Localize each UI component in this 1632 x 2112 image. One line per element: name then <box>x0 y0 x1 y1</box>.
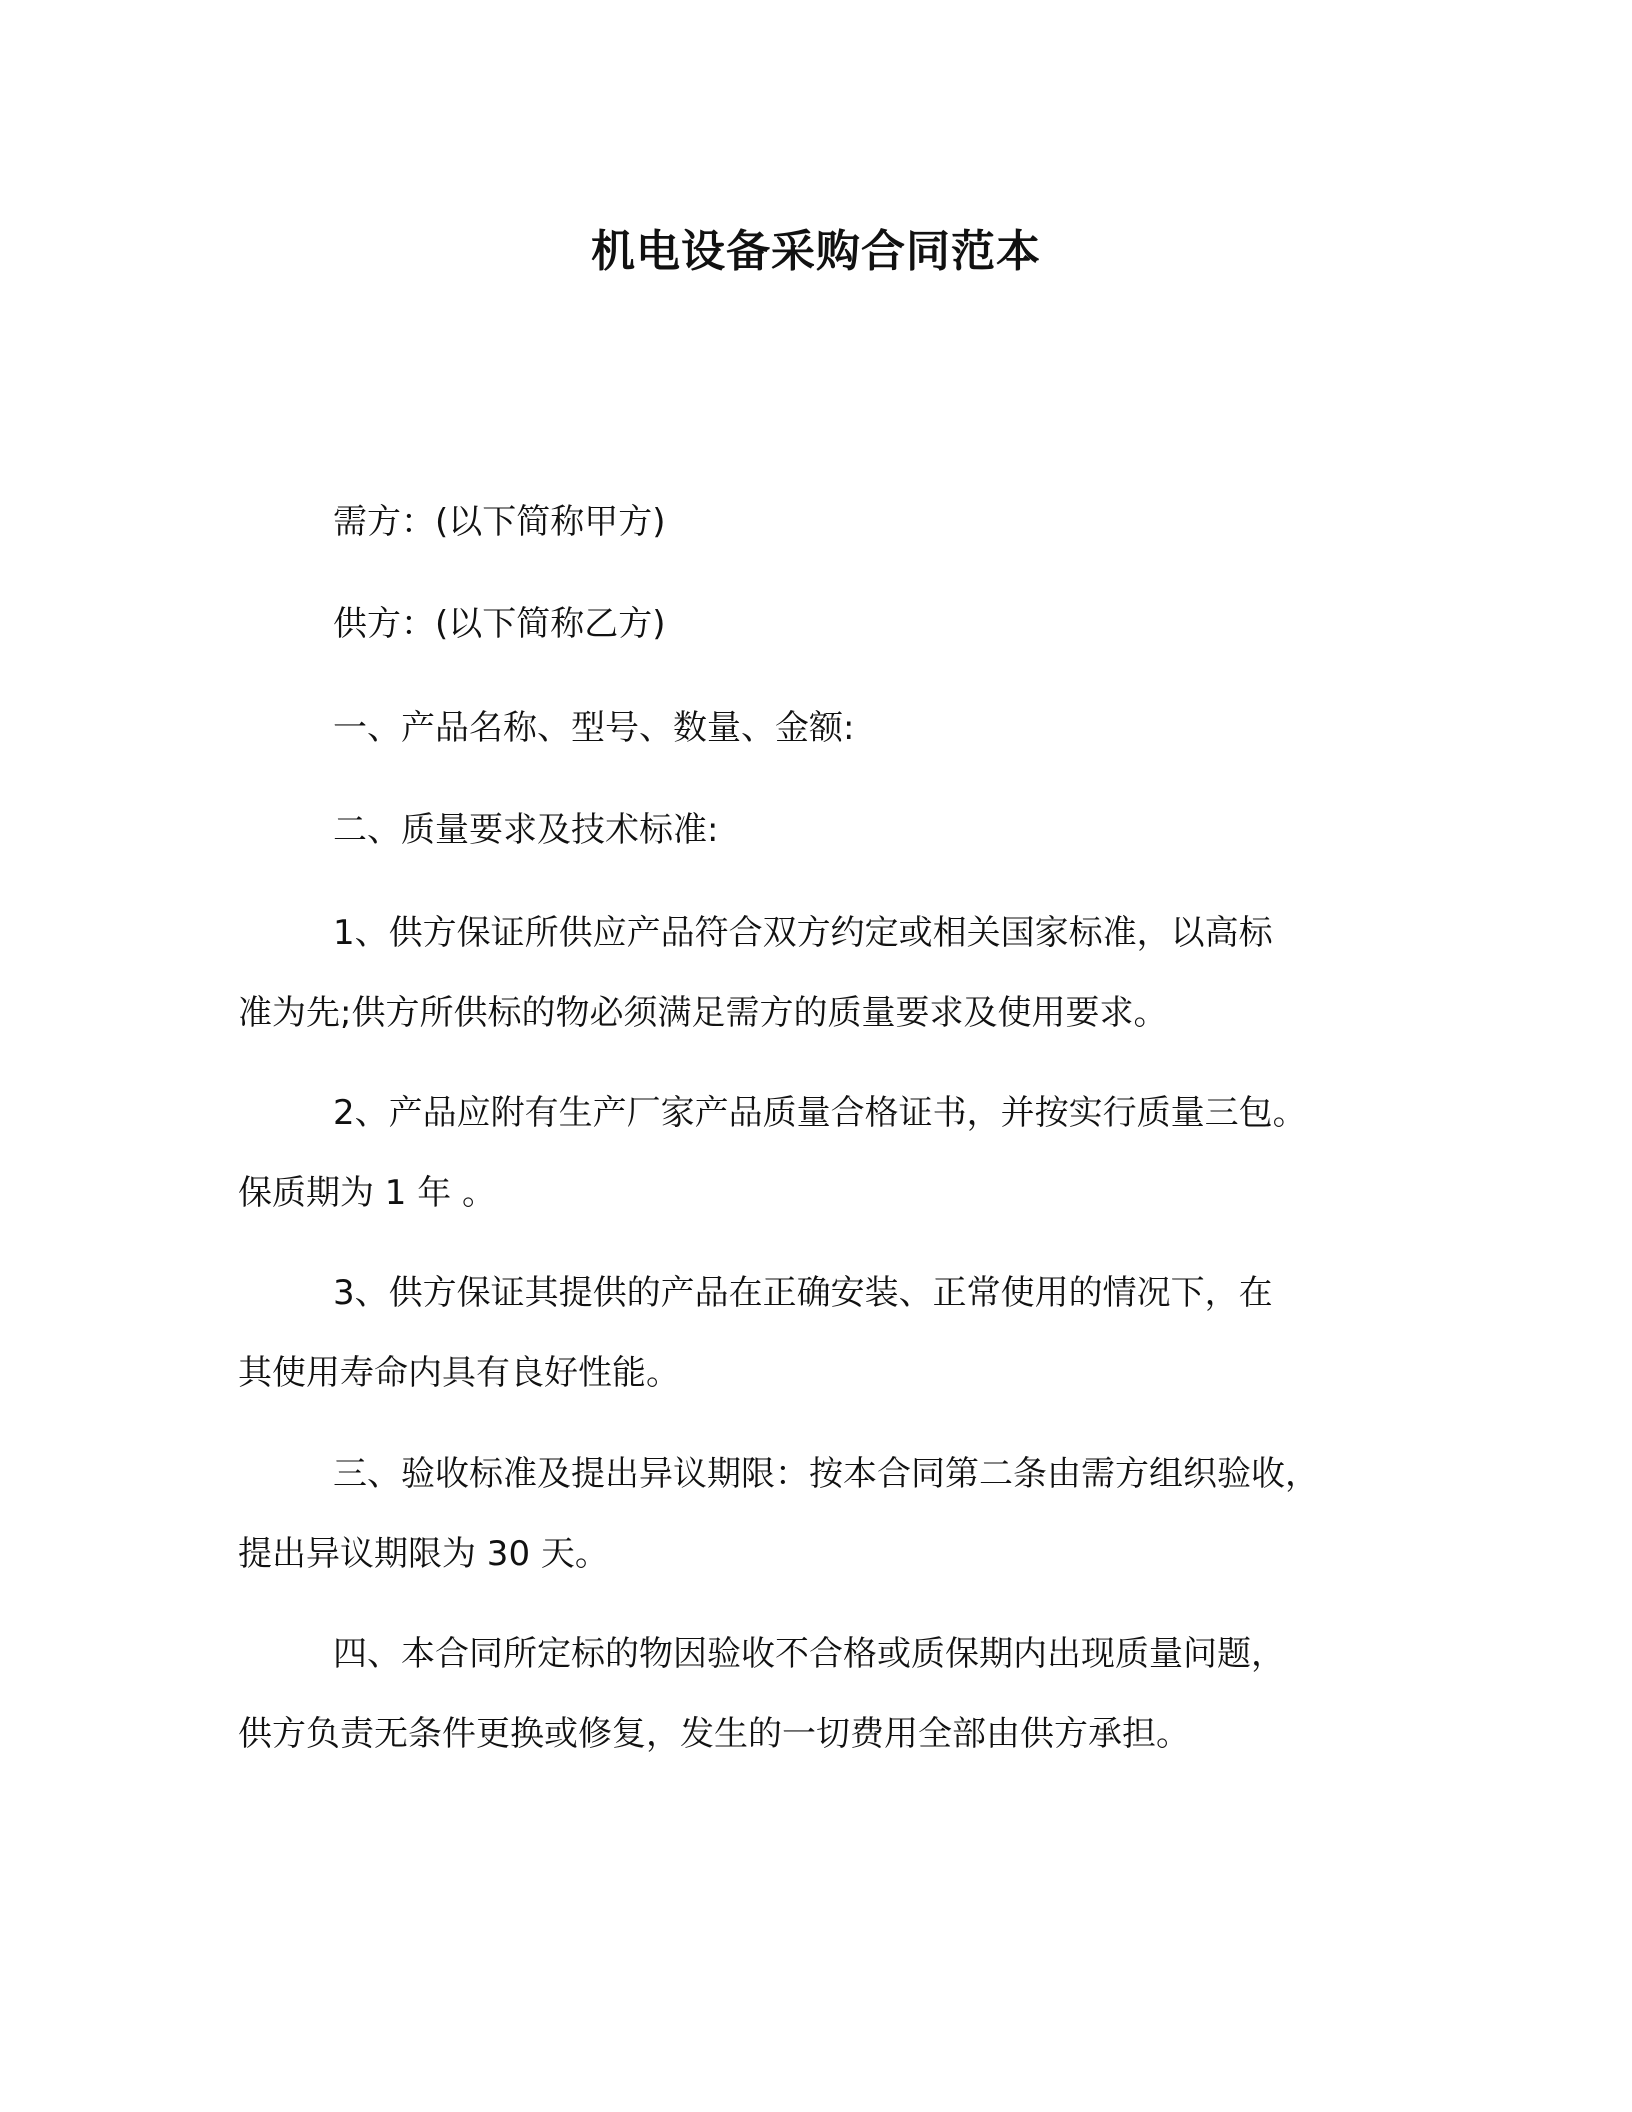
section-3-paragraph <box>238 1434 1418 1594</box>
section-3-line-2: 提出异议期限为 30 天。 <box>238 1534 609 1574</box>
section-1-heading <box>238 688 1418 768</box>
document-title: 机电设备采购合同范本 <box>591 226 1041 277</box>
item-2-paragraph <box>238 1073 1418 1233</box>
item-1-line-2: 准为先;供方所供标的物必须满足需方的质量要求及使用要求。 <box>238 993 1168 1033</box>
buyer-line <box>238 482 1418 562</box>
seller-text: 供方：(以下简称乙方) <box>333 604 666 644</box>
item-3-line-2: 其使用寿命内具有良好性能。 <box>238 1353 680 1393</box>
item-3-line-1: 3、供方保证其提供的产品在正确安装、正常使用的情况下，在 <box>333 1273 1273 1313</box>
item-1-line-1: 1、供方保证所供应产品符合双方约定或相关国家标准，以高标 <box>333 913 1273 953</box>
item-2-line-2: 保质期为 1 年 。 <box>238 1173 497 1213</box>
section-3-line-1: 三、验收标准及提出异议期限：按本合同第二条由需方组织验收， <box>333 1454 1319 1494</box>
item-2-line-1: 2、产品应附有生产厂家产品质量合格证书，并按实行质量三包。 <box>333 1093 1307 1133</box>
section-4-paragraph <box>238 1614 1418 1774</box>
item-1-paragraph <box>238 893 1418 1053</box>
section-1-text: 一、产品名称、型号、数量、金额: <box>333 708 855 748</box>
section-2-heading <box>238 790 1418 870</box>
item-3-paragraph <box>238 1253 1418 1413</box>
section-4-line-2: 供方负责无条件更换或修复，发生的一切费用全部由供方承担。 <box>238 1714 1190 1754</box>
section-4-line-1: 四、本合同所定标的物因验收不合格或质保期内出现质量问题， <box>333 1634 1285 1674</box>
seller-line <box>238 584 1418 664</box>
section-2-text: 二、质量要求及技术标准: <box>333 810 719 850</box>
buyer-text: 需方：(以下简称甲方) <box>333 502 666 542</box>
